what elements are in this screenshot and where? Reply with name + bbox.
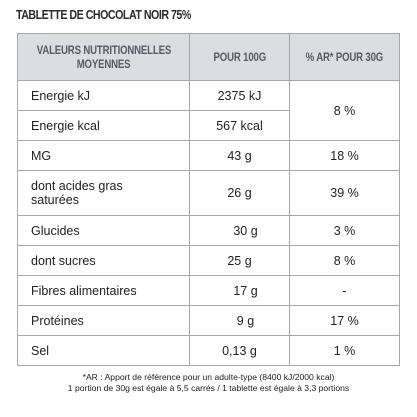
row-name-protein: Protéines [18, 306, 190, 336]
row-ar-mg: 18 % [290, 141, 400, 171]
table-header-row [18, 34, 400, 81]
row-value-energy-kcal: 567 kcal [190, 111, 290, 141]
header-line-2: MOYENNES [76, 57, 131, 71]
row-value-energy-kj: 2375 kJ [190, 81, 290, 111]
footnote-line-1: *AR : Apport de référence pour un adulte-type (8400 kJ/2000 kcal) [82, 372, 335, 382]
nutrition-table [17, 33, 400, 366]
header-line-1: VALEURS NUTRITIONNELLES [36, 43, 171, 57]
table-row [18, 216, 400, 246]
row-value-salt: 0,13 g [190, 336, 290, 366]
row-value-fibre: 17 g [190, 276, 290, 306]
nutrition-table-container [17, 33, 399, 366]
footnote-line-2: 1 portion de 30g est égale à 5,5 carrés / 1 tablette est égale à 3,3 portions [67, 383, 350, 393]
row-value-saturated-fat: 26 g [190, 171, 290, 216]
footnote [0, 372, 417, 394]
table-row [18, 81, 400, 111]
row-name-saturated-fat: dont acides gras saturées [18, 171, 190, 216]
page-title: TABLETTE DE CHOCOLAT NOIR 75% [16, 7, 191, 22]
row-ar-salt: 1 % [290, 336, 400, 366]
row-name-sugars: dont sucres [18, 246, 190, 276]
table-row [18, 276, 400, 306]
header-ar-per-30g: % AR* POUR 30G [290, 34, 400, 81]
row-name-carbohydrates: Glucides [18, 216, 190, 246]
row-ar-saturated-fat: 39 % [290, 171, 400, 216]
row-ar-carbohydrates: 3 % [290, 216, 400, 246]
header-per-100g: POUR 100G [190, 34, 290, 81]
row-name-mg: MG [18, 141, 190, 171]
table-row [18, 141, 400, 171]
row-value-carbohydrates: 30 g [190, 216, 290, 246]
table-row [18, 336, 400, 366]
row-ar-protein: 17 % [290, 306, 400, 336]
header-nutritional-values [18, 34, 190, 81]
table-row [18, 306, 400, 336]
row-ar-fibre: - [290, 276, 400, 306]
row-name-salt: Sel [18, 336, 190, 366]
row-name-fibre: Fibres alimentaires [18, 276, 190, 306]
row-ar-sugars: 8 % [290, 246, 400, 276]
table-row [18, 171, 400, 216]
table-row [18, 246, 400, 276]
row-value-mg: 43 g [190, 141, 290, 171]
row-name-energy-kcal: Energie kcal [18, 111, 190, 141]
row-value-sugars: 25 g [190, 246, 290, 276]
row-name-energy-kj: Energie kJ [18, 81, 190, 111]
row-value-protein: 9 g [190, 306, 290, 336]
row-ar-energy: 8 % [290, 81, 400, 141]
